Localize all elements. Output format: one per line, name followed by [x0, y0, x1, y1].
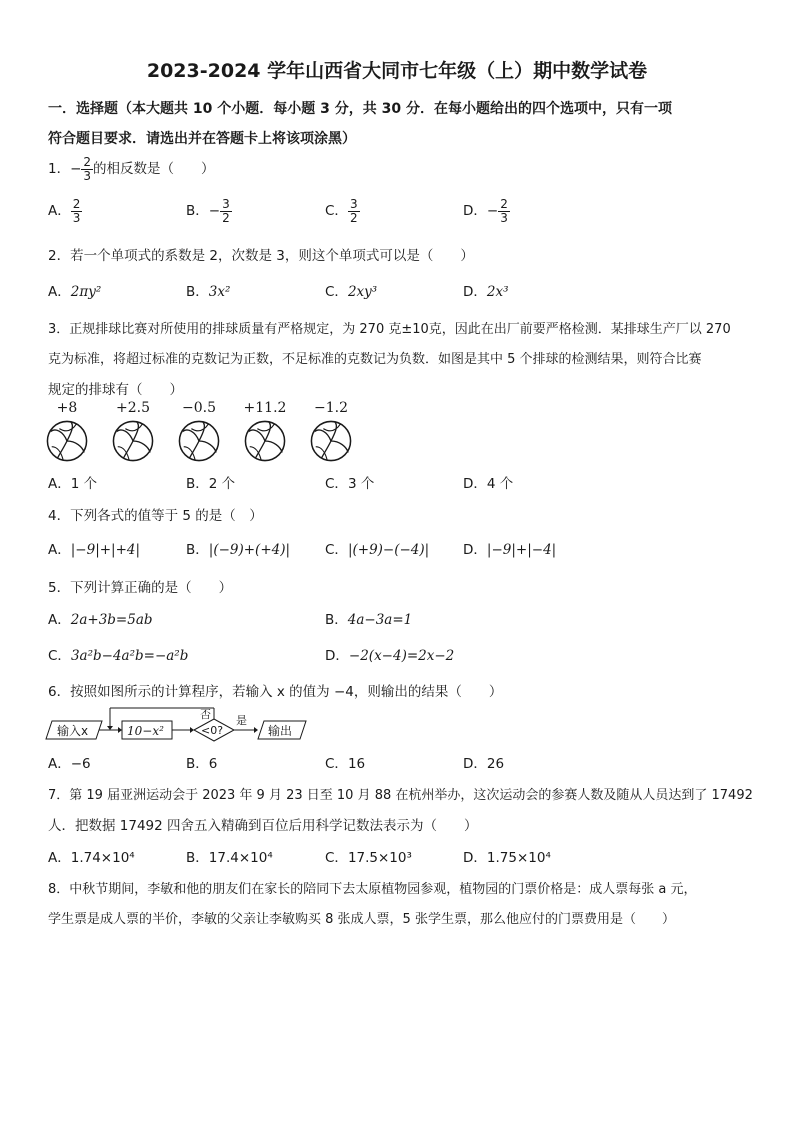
- q3-option-b: B．2 个: [186, 476, 236, 492]
- question-3-line1: 3．正规排球比赛对所使用的排球质量有严格规定，为 270 克±10克，因此在出厂前要严格检测．某排球生产厂以 270: [48, 322, 731, 337]
- q2-option-b: B．3x²: [186, 284, 231, 300]
- q7-option-c: C．17.5×10³: [325, 850, 412, 866]
- question-7-line2: 人．把数据 17492 四舍五入精确到百位后用科学记数法表示为（ ）: [48, 818, 478, 834]
- section-heading-line2: 符合题目要求．请选出并在答题卡上将该项涂黑）: [48, 131, 356, 147]
- q3-option-a: A．1 个: [48, 476, 98, 492]
- question-1: [48, 156, 215, 182]
- flow-op-label: 10−x²: [127, 724, 164, 738]
- q3-option-c: C．3 个: [325, 476, 375, 492]
- q6-option-a: A．−6: [48, 756, 91, 772]
- q1-fraction: [81, 156, 93, 182]
- q2-option-c: C．2xy³: [325, 284, 378, 300]
- flow-cond-label: <0?: [201, 724, 224, 737]
- question-3-line2: 克为标准，将超过标准的克数记为正数，不足标准的克数记为负数．如图是其中 5 个排球的检测结果，则符合比赛: [48, 352, 702, 367]
- question-3-line3: 规定的排球有（ ）: [48, 382, 183, 398]
- q4-option-a: A．|−9|+|+4|: [48, 542, 141, 558]
- q1-suffix: 的相反数是（ ）: [93, 161, 215, 178]
- q5-option-d: D．−2(x−4)=2x−2: [325, 648, 455, 664]
- q6-option-b: B．6: [186, 756, 218, 772]
- flow-input-label: 输入x: [57, 724, 89, 738]
- q5-option-a: A．2a+3b=5ab: [48, 612, 153, 628]
- ball-value-label: −1.2: [314, 400, 348, 416]
- ball-value-label: +2.5: [116, 400, 150, 416]
- ball-value-label: +11.2: [243, 400, 287, 416]
- question-4: 4．下列各式的值等于 5 的是（ ）: [48, 508, 263, 524]
- q5-option-b: B．4a−3a=1: [325, 612, 413, 628]
- q7-option-a: A．1.74×10⁴: [48, 850, 135, 866]
- volleyball-icon: [112, 420, 154, 462]
- question-5: 5．下列计算正确的是（ ）: [48, 580, 233, 596]
- ball-value-label: −0.5: [182, 400, 216, 416]
- q2-option-a: A．2πy²: [48, 284, 102, 300]
- flowchart: [44, 704, 314, 746]
- q4-option-d: D．|−9|+|−4|: [463, 542, 557, 558]
- ball-value-label: +8: [56, 400, 78, 416]
- question-8-line1: 8．中秋节期间，李敏和他的朋友们在家长的陪同下去太原植物园参观，植物园的门票价格是：成人票每张 a 元，: [48, 882, 697, 897]
- q1-den: 3: [83, 168, 92, 183]
- section-heading-line1: 一．选择题（本大题共 10 个小题．每小题 3 分，共 30 分．在每小题给出的四个选项中，只有一项: [48, 101, 672, 117]
- flow-yes-label: 是: [236, 714, 247, 727]
- q2-option-d: D．2x³: [463, 284, 509, 300]
- question-7-line1: 7．第 19 届亚洲运动会于 2023 年 9 月 23 日至 10 月 88 在杭州举办，这次运动会的参赛人数及随从人员达到了 17492: [48, 788, 753, 803]
- q6-option-d: D．26: [463, 756, 505, 772]
- volleyball-icon: [244, 420, 286, 462]
- page-title: 2023-2024 学年山西省大同市七年级（上）期中数学试卷: [146, 60, 648, 82]
- q1-minus: −: [70, 161, 82, 178]
- question-6: 6．按照如图所示的计算程序，若输入 x 的值为 −4，则输出的结果（ ）: [48, 684, 503, 700]
- q1-option-a: A． $\frac{2}{3}$: [48, 197, 81, 225]
- q7-option-b: B．17.4×10⁴: [186, 850, 273, 866]
- volleyball-icon: [178, 420, 220, 462]
- q1-option-b: B．− $\frac{3}{2}$: [186, 197, 230, 225]
- q1-num: 2: [83, 155, 92, 169]
- q1-option-c: C． $\frac{3}{2}$: [325, 197, 358, 225]
- q6-option-c: C．16: [325, 756, 366, 772]
- q1-prefix: 1．: [48, 161, 71, 178]
- flow-output-label: 输出: [268, 724, 293, 738]
- flow-no-label: 否: [200, 708, 211, 721]
- volleyball-icon: [310, 420, 352, 462]
- q3-option-d: D．4 个: [463, 476, 514, 492]
- q5-option-c: C．3a²b−4a²b=−a²b: [48, 648, 189, 664]
- q4-option-b: B．|(−9)+(+4)|: [186, 542, 291, 558]
- q4-option-c: C．|(+9)−(−4)|: [325, 542, 430, 558]
- volleyball-icon: [46, 420, 88, 462]
- q1-option-d: D．− $\frac{2}{3}$: [463, 197, 508, 225]
- question-2: 2．若一个单项式的系数是 2，次数是 3，则这个单项式可以是（ ）: [48, 248, 474, 264]
- q7-option-d: D．1.75×10⁴: [463, 850, 551, 866]
- question-8-line2: 学生票是成人票的半价，李敏的父亲让李敏购买 8 张成人票，5 张学生票，那么他应付的门票费用是（ ）: [48, 912, 675, 927]
